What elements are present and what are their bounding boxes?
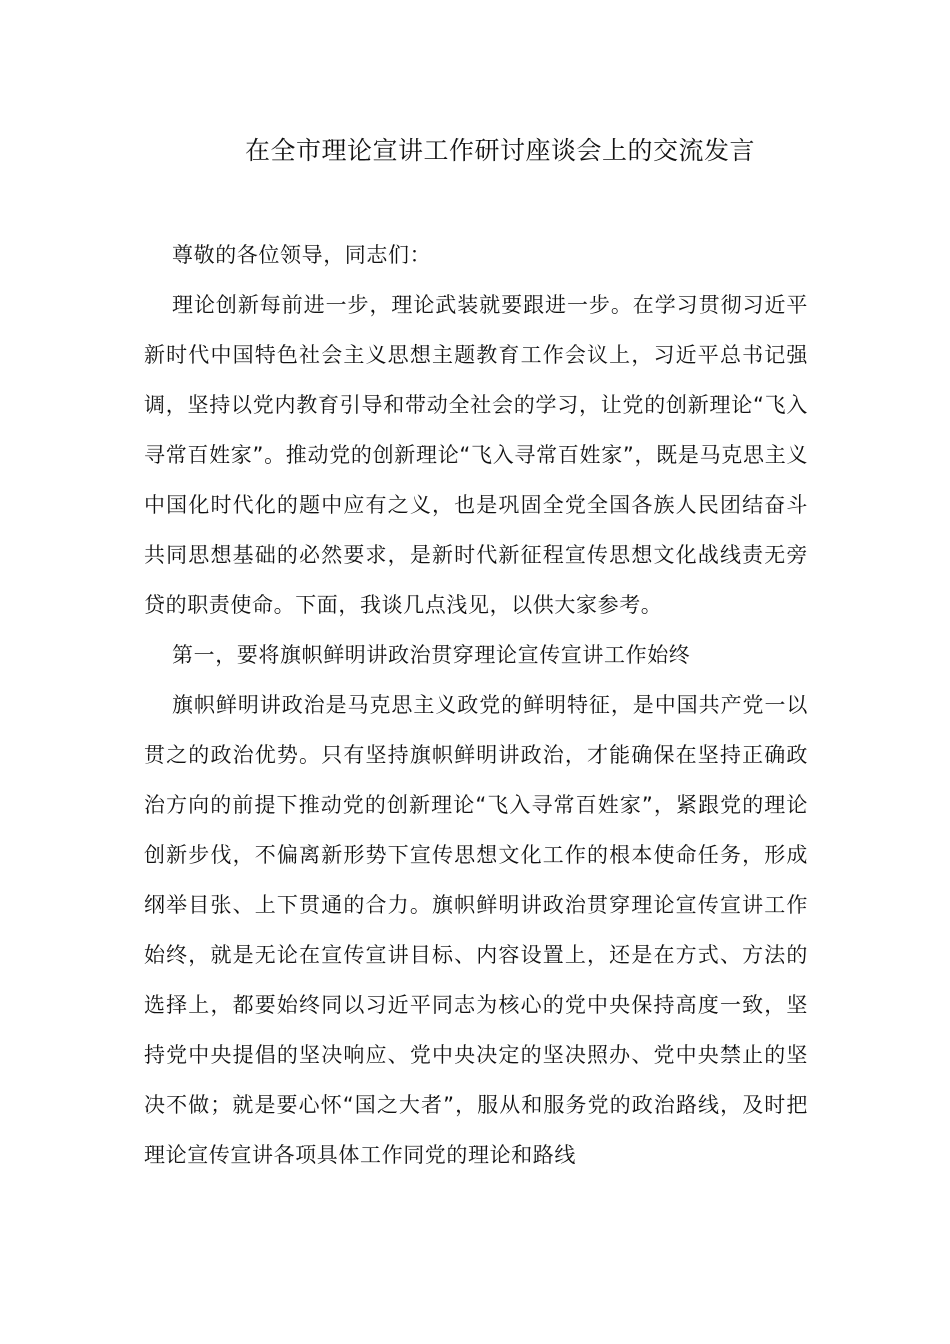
section-heading-1: 第一，要将旗帜鲜明讲政治贯穿理论宣传宣讲工作始终 <box>172 643 691 667</box>
document-title: 在全市理论宣讲工作研讨座谈会上的交流发言 <box>244 136 755 165</box>
salutation-paragraph: 尊敬的各位领导，同志们： <box>172 243 432 267</box>
document-body <box>144 230 808 1180</box>
section-1-paragraph: 旗帜鲜明讲政治是马克思主义政党的鲜明特征，是中国共产党一以贯之的政治优势。只有坚持旗帜鲜明讲政治，才能确保在坚持正确政治方向的前提下推动党的创新理论“飞入寻常百姓家”，紧跟党的理论创新步伐，不偏离新形势下宣传思想文化工作的根本使命任务，形成纲举目张、上下贯通的合力。旗帜鲜明讲政治贯穿理论宣传宣讲工作始终，就是无论在宣传宣讲目标、内容设置上，还是在方式、方法的选择上，都要始终同以习近平同志为核心的党中央保持高度一致，坚持党中央提倡的坚决响应、党中央决定的坚决照办、党中央禁止的坚决不做；就是要心怀“国之大者”，服从和服务党的政治路线，及时把理论宣传宣讲各项具体工作同党的理论和路线 <box>144 693 808 1167</box>
intro-paragraph: 理论创新每前进一步，理论武装就要跟进一步。在学习贯彻习近平新时代中国特色社会主义思想主题教育工作会议上，习近平总书记强调，坚持以党内教育引导和带动全社会的学习，让党的创新理论“飞入寻常百姓家”。推动党的创新理论“飞入寻常百姓家”，既是马克思主义中国化时代化的题中应有之义，也是巩固全党全国各族人民团结奋斗共同思想基础的必然要求，是新时代新征程宣传思想文化战线责无旁贷的职责使命。下面，我谈几点浅见，以供大家参考。 <box>144 293 808 617</box>
